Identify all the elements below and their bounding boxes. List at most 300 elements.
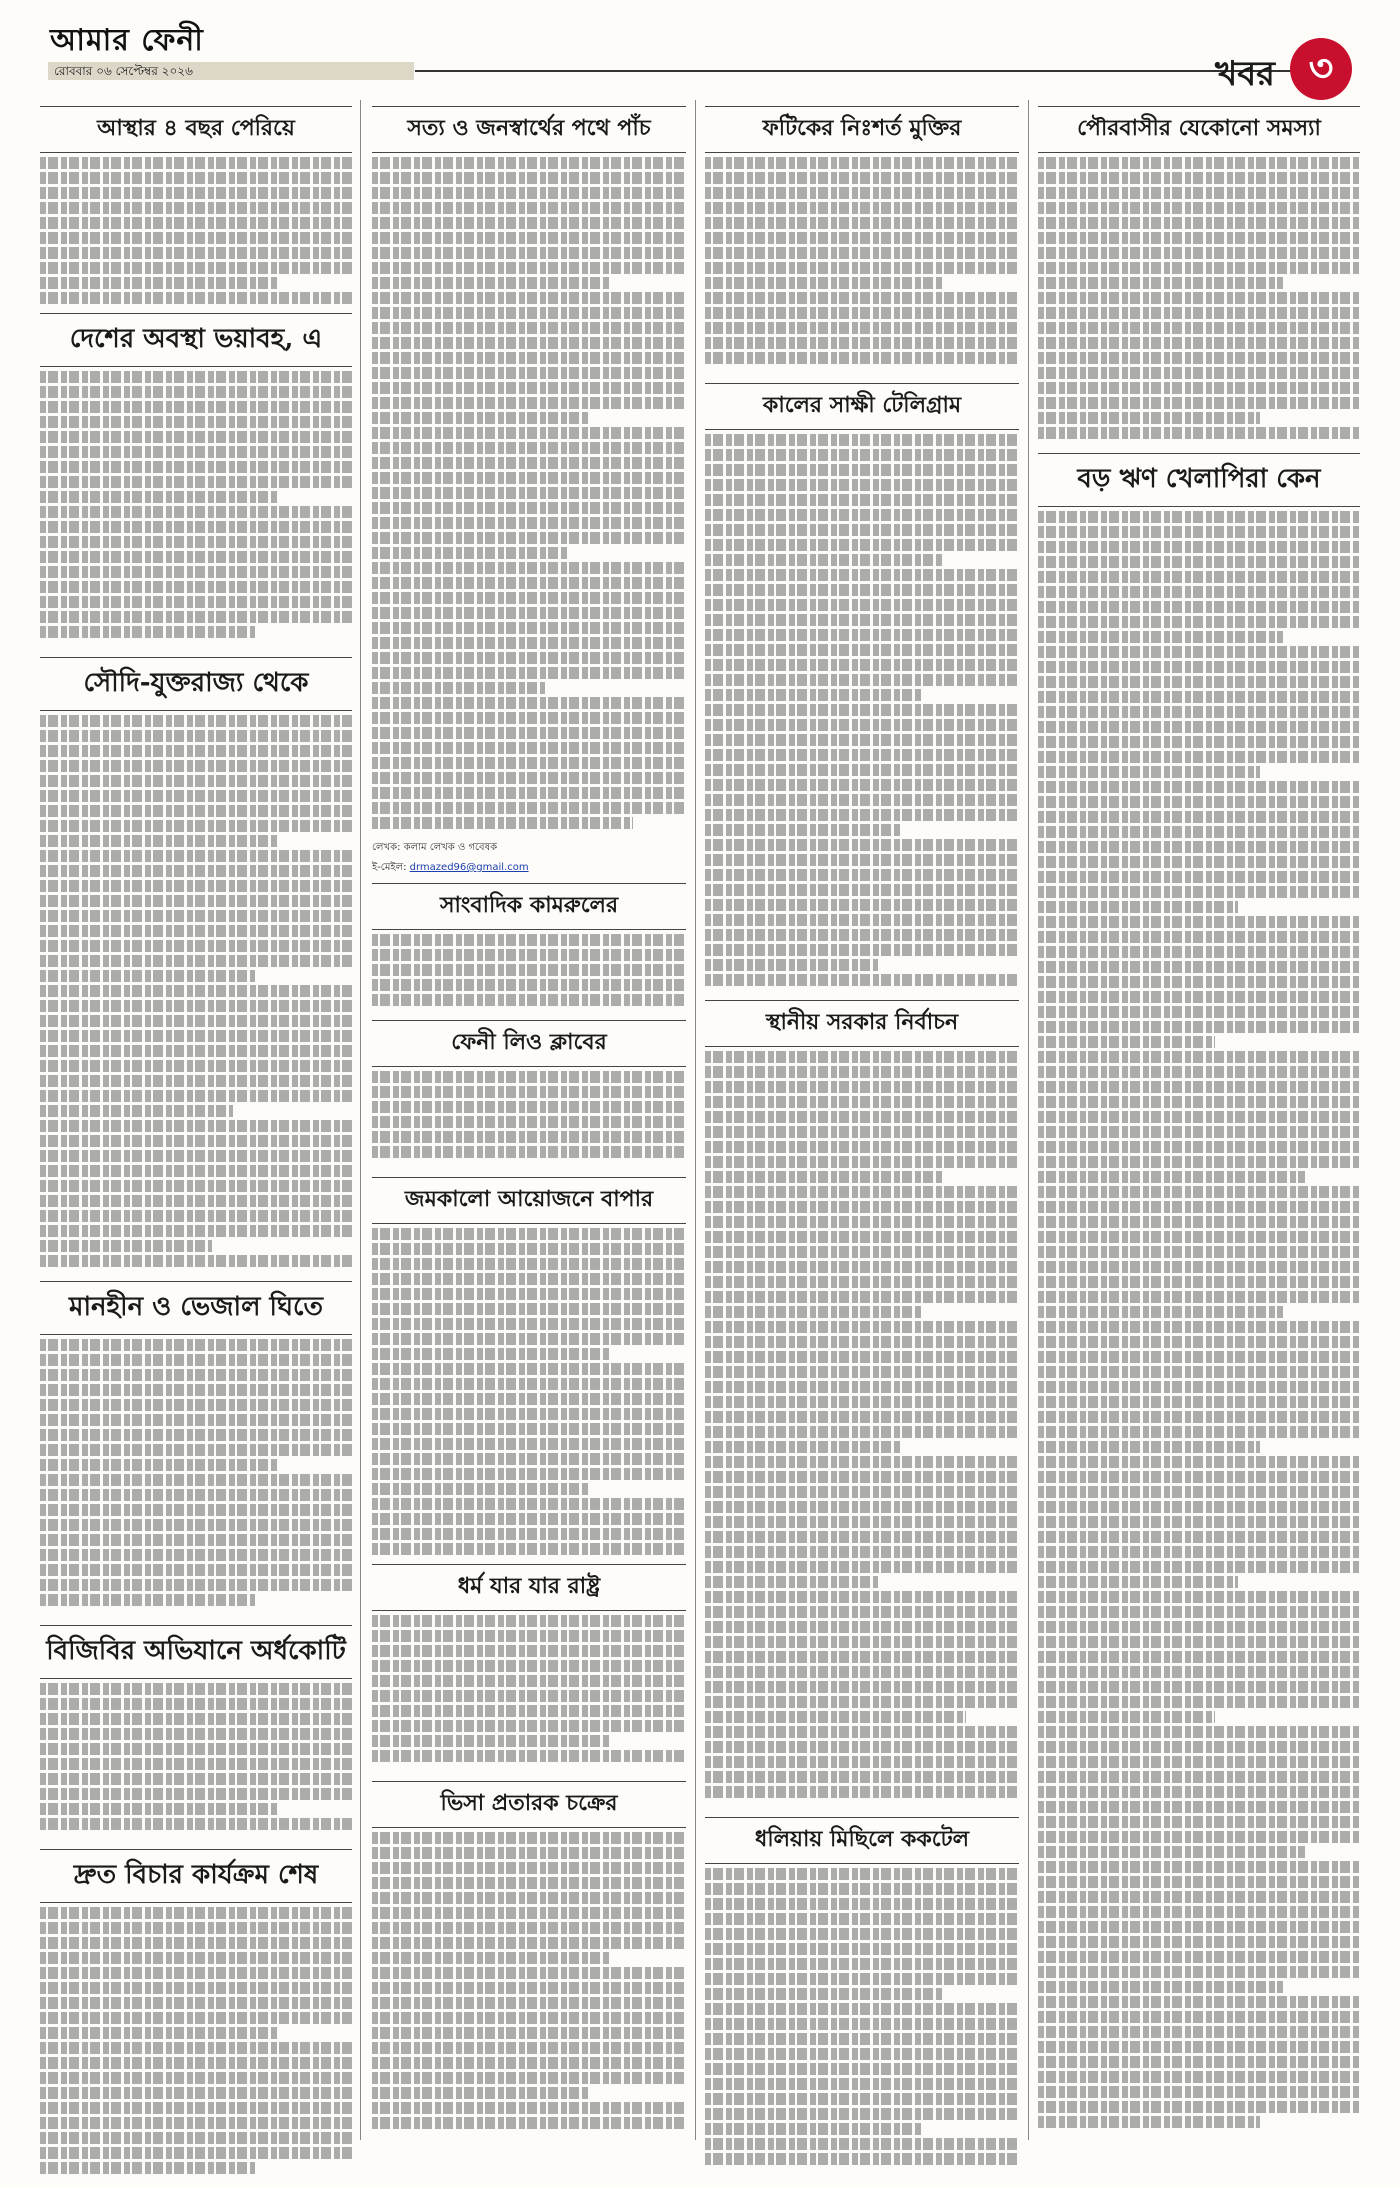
text-line xyxy=(40,626,255,638)
text-line xyxy=(40,1967,352,1979)
text-line xyxy=(705,779,1019,791)
text-line xyxy=(40,1399,352,1411)
text-line xyxy=(40,1698,352,1710)
text-line xyxy=(705,839,1019,851)
text-line xyxy=(1038,1561,1360,1573)
text-line xyxy=(40,1015,352,1027)
text-line xyxy=(1038,1501,1360,1513)
text-line xyxy=(1038,691,1360,703)
text-line xyxy=(372,1735,611,1747)
text-line xyxy=(1038,1006,1360,1018)
text-line xyxy=(705,1726,1019,1738)
text-line xyxy=(705,809,1019,821)
text-line xyxy=(1038,1621,1360,1633)
headline[interactable]: সত্য ও জনস্বার্থের পথে পাঁচ xyxy=(372,106,686,153)
text-line xyxy=(705,509,1019,521)
text-line xyxy=(1038,262,1360,274)
text-line xyxy=(705,2078,1019,2090)
text-line xyxy=(1038,2041,1360,2053)
text-line xyxy=(40,371,352,383)
text-line xyxy=(372,1116,686,1128)
headline[interactable]: সৌদি-যুক্তরাজ্য থেকে xyxy=(40,657,352,711)
text-line xyxy=(705,674,1019,686)
text-line xyxy=(372,1333,686,1345)
article-body xyxy=(1038,157,1360,447)
text-line xyxy=(1038,946,1360,958)
text-line xyxy=(1038,157,1360,169)
headline[interactable]: স্থানীয় সরকার নির্বাচন xyxy=(705,1000,1019,1047)
text-line xyxy=(705,1261,1019,1273)
text-line xyxy=(40,611,352,623)
date-bar: রোববার ০৬ সেপ্টেম্বর ২০২৬ xyxy=(48,62,414,80)
headline[interactable]: দেশের অবস্থা ভয়াবহ, এ xyxy=(40,313,352,367)
text-line xyxy=(705,764,1019,776)
text-line xyxy=(705,1396,1019,1408)
text-line xyxy=(705,554,944,566)
text-line xyxy=(40,1728,352,1740)
text-line xyxy=(40,1210,352,1222)
text-line xyxy=(372,427,686,439)
text-line xyxy=(705,524,1019,536)
text-line xyxy=(1038,1486,1360,1498)
text-line xyxy=(372,367,686,379)
text-line xyxy=(1038,2071,1360,2083)
text-line xyxy=(1038,616,1360,628)
text-line xyxy=(1038,1531,1360,1543)
text-line xyxy=(40,2117,352,2129)
text-line xyxy=(705,217,1019,229)
text-line xyxy=(372,2072,686,2084)
article-body xyxy=(40,1907,352,2187)
text-line xyxy=(372,1877,686,1889)
text-line xyxy=(372,382,686,394)
text-line xyxy=(1038,1996,1360,2008)
section-title: খবর xyxy=(1215,54,1275,94)
column-4 xyxy=(1038,100,1360,2131)
text-line xyxy=(372,547,567,559)
text-line xyxy=(372,1071,686,1083)
text-line xyxy=(705,1471,1019,1483)
text-line xyxy=(372,1423,686,1435)
text-line xyxy=(40,1594,255,1606)
text-line xyxy=(705,1913,1019,1925)
text-line xyxy=(705,1291,1019,1303)
headline[interactable]: দ্রুত বিচার কার্যক্রম শেষ xyxy=(40,1849,352,1903)
text-line xyxy=(1038,1696,1360,1708)
text-line xyxy=(40,1225,352,1237)
text-line xyxy=(1038,2026,1360,2038)
text-line xyxy=(705,1321,1019,1333)
text-line xyxy=(705,262,1019,274)
text-line xyxy=(1038,2056,1360,2068)
text-line xyxy=(40,1579,352,1591)
text-line xyxy=(372,187,686,199)
article-body xyxy=(40,1339,352,1619)
text-line xyxy=(40,805,352,817)
text-line xyxy=(40,1564,352,1576)
text-line xyxy=(40,202,352,214)
text-line xyxy=(372,457,686,469)
text-line xyxy=(1038,781,1360,793)
text-line xyxy=(1038,931,1360,943)
text-line xyxy=(372,232,686,244)
text-line xyxy=(40,820,352,832)
text-line xyxy=(1038,541,1360,553)
text-line xyxy=(1038,676,1360,688)
text-line xyxy=(1038,322,1360,334)
text-line xyxy=(1038,277,1283,289)
text-line xyxy=(705,1988,944,2000)
text-line xyxy=(705,307,1019,319)
text-line xyxy=(372,1543,686,1555)
text-line xyxy=(40,2072,352,2084)
text-line xyxy=(705,1381,1019,1393)
text-line xyxy=(1038,1126,1360,1138)
text-line xyxy=(1038,2116,1260,2128)
text-line xyxy=(40,1922,352,1934)
text-line xyxy=(1038,1606,1360,1618)
text-line xyxy=(705,1456,1019,1468)
text-line xyxy=(372,1348,611,1360)
text-line xyxy=(705,959,878,971)
text-line xyxy=(705,247,1019,259)
text-line xyxy=(40,1549,352,1561)
text-line xyxy=(40,1758,352,1770)
text-line xyxy=(705,1051,1019,1063)
text-line xyxy=(372,787,686,799)
headline[interactable]: কালের সাক্ষী টেলিগ্রাম xyxy=(705,383,1019,430)
text-line xyxy=(1038,292,1360,304)
text-line xyxy=(372,1862,686,1874)
text-line xyxy=(705,1576,878,1588)
text-line xyxy=(1038,1366,1360,1378)
headline[interactable]: ভিসা প্রতারক চক্রের xyxy=(372,1781,686,1828)
text-line xyxy=(1038,1441,1260,1453)
text-line xyxy=(40,1519,352,1531)
text-line xyxy=(40,2012,352,2024)
text-line xyxy=(372,487,686,499)
text-line xyxy=(1038,1216,1360,1228)
text-line xyxy=(1038,1981,1283,1993)
byline: লেখক: কলাম লেখক ও গবেষক xyxy=(372,842,498,853)
text-line xyxy=(705,2033,1019,2045)
text-line xyxy=(705,337,1019,349)
text-line xyxy=(40,775,352,787)
text-line xyxy=(372,1922,686,1934)
text-line xyxy=(372,1273,686,1285)
text-line xyxy=(705,1546,1019,1558)
text-line xyxy=(372,1318,686,1330)
text-line xyxy=(40,1788,352,1800)
headline[interactable]: জমকালো আয়োজনে বাপার xyxy=(372,1177,686,1224)
text-line xyxy=(40,506,352,518)
text-line xyxy=(705,689,922,701)
text-line xyxy=(372,1982,686,1994)
article-body xyxy=(1038,511,1360,2131)
text-line xyxy=(372,2012,686,2024)
text-line xyxy=(705,292,1019,304)
text-line xyxy=(40,1369,352,1381)
text-line xyxy=(705,1216,1019,1228)
text-line xyxy=(40,172,352,184)
text-line xyxy=(40,835,277,847)
text-line xyxy=(372,757,686,769)
headline[interactable]: ধর্ম যার যার রাষ্ট্র xyxy=(372,1564,686,1611)
text-line xyxy=(705,1883,1019,1895)
text-line xyxy=(372,1101,686,1113)
text-line xyxy=(40,790,352,802)
text-line xyxy=(40,1474,352,1486)
text-line xyxy=(1038,1576,1238,1588)
text-line xyxy=(705,1651,1019,1663)
text-line xyxy=(705,1636,1019,1648)
text-line xyxy=(372,1832,686,1844)
text-line xyxy=(40,247,352,259)
headline[interactable]: ফটিকের নিঃশর্ত মুক্তির xyxy=(705,106,1019,153)
text-line xyxy=(40,1135,352,1147)
text-line xyxy=(40,1045,352,1057)
text-line xyxy=(705,449,1019,461)
text-line xyxy=(705,1111,1019,1123)
text-line xyxy=(372,964,686,976)
text-line xyxy=(1038,1666,1360,1678)
text-line xyxy=(1038,1156,1360,1168)
text-line xyxy=(40,262,352,274)
text-line xyxy=(705,1771,1019,1783)
text-line xyxy=(40,1120,352,1132)
text-line xyxy=(1038,661,1360,673)
text-line xyxy=(1038,1801,1360,1813)
text-line xyxy=(705,434,1019,446)
text-line xyxy=(372,1086,686,1098)
text-line xyxy=(1038,1396,1360,1408)
headline[interactable]: মানহীন ও ভেজাল ঘিতে xyxy=(40,1281,352,1335)
text-line xyxy=(372,1303,686,1315)
text-line xyxy=(40,2162,255,2174)
text-line xyxy=(705,2108,1019,2120)
text-line xyxy=(372,979,686,991)
text-line xyxy=(1038,397,1360,409)
text-line xyxy=(40,2102,352,2114)
article-body xyxy=(705,157,1019,377)
article-body xyxy=(705,1868,1019,2168)
text-line xyxy=(372,2102,686,2114)
headline[interactable]: ধলিয়ায় মিছিলে ককটেল xyxy=(705,1817,1019,1864)
text-line xyxy=(40,1773,352,1785)
text-line xyxy=(372,1288,686,1300)
text-line xyxy=(40,715,352,727)
text-line xyxy=(1038,352,1360,364)
text-line xyxy=(1038,1351,1360,1363)
text-line xyxy=(1038,1471,1360,1483)
text-line xyxy=(372,727,686,739)
headline[interactable]: পৌরবাসীর যেকোনো সমস্যা xyxy=(1038,106,1360,153)
text-line xyxy=(40,431,352,443)
text-line xyxy=(1038,1231,1360,1243)
text-line xyxy=(1038,1141,1360,1153)
text-line xyxy=(40,581,352,593)
text-line xyxy=(705,539,1019,551)
text-line xyxy=(40,745,352,757)
header-rule xyxy=(415,70,1315,72)
text-line xyxy=(372,592,686,604)
text-line xyxy=(372,1528,686,1540)
text-line xyxy=(40,416,352,428)
text-line xyxy=(1038,1336,1360,1348)
text-line xyxy=(372,1378,686,1390)
text-line xyxy=(40,476,352,488)
text-line xyxy=(40,401,352,413)
text-line xyxy=(372,1660,686,1672)
text-line xyxy=(1038,586,1360,598)
column-3 xyxy=(705,100,1019,2168)
text-line xyxy=(40,157,352,169)
text-line xyxy=(1038,1021,1360,1033)
text-line xyxy=(1038,1876,1360,1888)
text-line xyxy=(40,2042,352,2054)
text-line xyxy=(372,1228,686,1240)
text-line xyxy=(1038,1861,1360,1873)
text-line xyxy=(1038,382,1360,394)
text-line xyxy=(40,925,352,937)
text-line xyxy=(1038,766,1260,778)
text-line xyxy=(40,1818,352,1830)
headline[interactable]: বিজিবির অভিযানে অর্ধকোটি xyxy=(40,1625,352,1679)
text-line xyxy=(1038,916,1360,928)
text-line xyxy=(1038,307,1360,319)
text-line xyxy=(705,1081,1019,1093)
text-line xyxy=(372,2027,686,2039)
text-line xyxy=(372,2087,589,2099)
text-line xyxy=(705,614,1019,626)
text-line xyxy=(1038,571,1360,583)
text-line xyxy=(705,659,1019,671)
text-line xyxy=(372,307,686,319)
text-line xyxy=(705,1591,1019,1603)
text-line xyxy=(705,187,1019,199)
text-line xyxy=(372,682,545,694)
text-line xyxy=(40,1743,352,1755)
text-line xyxy=(1038,961,1360,973)
text-line xyxy=(705,1868,1019,1880)
text-line xyxy=(40,1354,352,1366)
headline[interactable]: ফেনী লিও ক্লাবের xyxy=(372,1020,686,1067)
text-line xyxy=(40,536,352,548)
text-line xyxy=(705,1351,1019,1363)
text-line xyxy=(705,644,1019,656)
text-line xyxy=(1038,1081,1360,1093)
text-line xyxy=(372,934,686,946)
text-line xyxy=(705,322,1019,334)
text-line xyxy=(705,1756,1019,1768)
text-line xyxy=(705,1186,1019,1198)
text-line xyxy=(1038,1381,1360,1393)
text-line xyxy=(40,1444,352,1456)
email-label: ই-মেইল: xyxy=(372,862,407,873)
text-line xyxy=(40,596,352,608)
text-line xyxy=(1038,1276,1360,1288)
text-line xyxy=(372,1907,686,1919)
text-line xyxy=(1038,1651,1360,1663)
text-line xyxy=(705,1366,1019,1378)
text-line xyxy=(705,1171,944,1183)
article-body xyxy=(372,934,686,1014)
text-line xyxy=(40,1459,277,1471)
text-line xyxy=(1038,511,1360,523)
text-line xyxy=(372,337,686,349)
text-line xyxy=(1038,1741,1360,1753)
text-line xyxy=(705,1426,1019,1438)
text-line xyxy=(40,955,352,967)
column-divider xyxy=(360,100,361,2140)
text-line xyxy=(705,2153,1019,2165)
text-line xyxy=(1038,1591,1360,1603)
text-line xyxy=(1038,1831,1360,1843)
text-line xyxy=(705,704,1019,716)
text-line xyxy=(372,637,686,649)
text-line xyxy=(372,1258,686,1270)
text-line xyxy=(1038,1111,1360,1123)
column-divider xyxy=(695,100,696,2140)
text-line xyxy=(705,202,1019,214)
article-body xyxy=(372,1832,686,2132)
text-line xyxy=(40,760,352,772)
text-line xyxy=(705,1973,1019,1985)
text-line xyxy=(1038,601,1360,613)
text-line xyxy=(40,1489,352,1501)
text-line xyxy=(705,464,1019,476)
text-line xyxy=(705,569,1019,581)
headline[interactable]: বড় ঋণ খেলাপিরা কেন xyxy=(1038,453,1360,507)
text-line xyxy=(40,1105,233,1117)
text-line xyxy=(40,292,352,304)
headline[interactable]: আস্থার ৪ বছর পেরিয়ে xyxy=(40,106,352,153)
text-line xyxy=(705,1411,1019,1423)
article-body xyxy=(372,157,686,837)
headline[interactable]: সাংবাদিক কামরুলের xyxy=(372,883,686,930)
text-line xyxy=(40,1255,352,1267)
text-line xyxy=(1038,1171,1305,1183)
text-line xyxy=(372,652,686,664)
text-line xyxy=(372,1750,686,1762)
text-line xyxy=(372,1408,686,1420)
text-line xyxy=(1038,172,1360,184)
text-line xyxy=(1038,187,1360,199)
text-line xyxy=(705,1928,1019,1940)
text-line xyxy=(1038,1906,1360,1918)
text-line xyxy=(705,2138,1019,2150)
article-body xyxy=(705,434,1019,994)
text-line xyxy=(1038,202,1360,214)
text-line xyxy=(705,157,1019,169)
text-line xyxy=(705,899,1019,911)
text-line xyxy=(705,584,1019,596)
text-line xyxy=(372,277,611,289)
email-link[interactable]: drmazed96@gmail.com xyxy=(409,862,529,873)
text-line xyxy=(40,1240,212,1252)
text-line xyxy=(372,1393,686,1405)
text-line xyxy=(1038,1246,1360,1258)
column-1 xyxy=(40,100,352,2187)
text-line xyxy=(372,2057,686,2069)
text-line xyxy=(40,880,352,892)
text-line xyxy=(372,1483,589,1495)
text-line xyxy=(40,277,277,289)
text-line xyxy=(1038,2086,1360,2098)
text-line xyxy=(40,187,352,199)
text-line xyxy=(705,599,1019,611)
text-line xyxy=(372,712,686,724)
